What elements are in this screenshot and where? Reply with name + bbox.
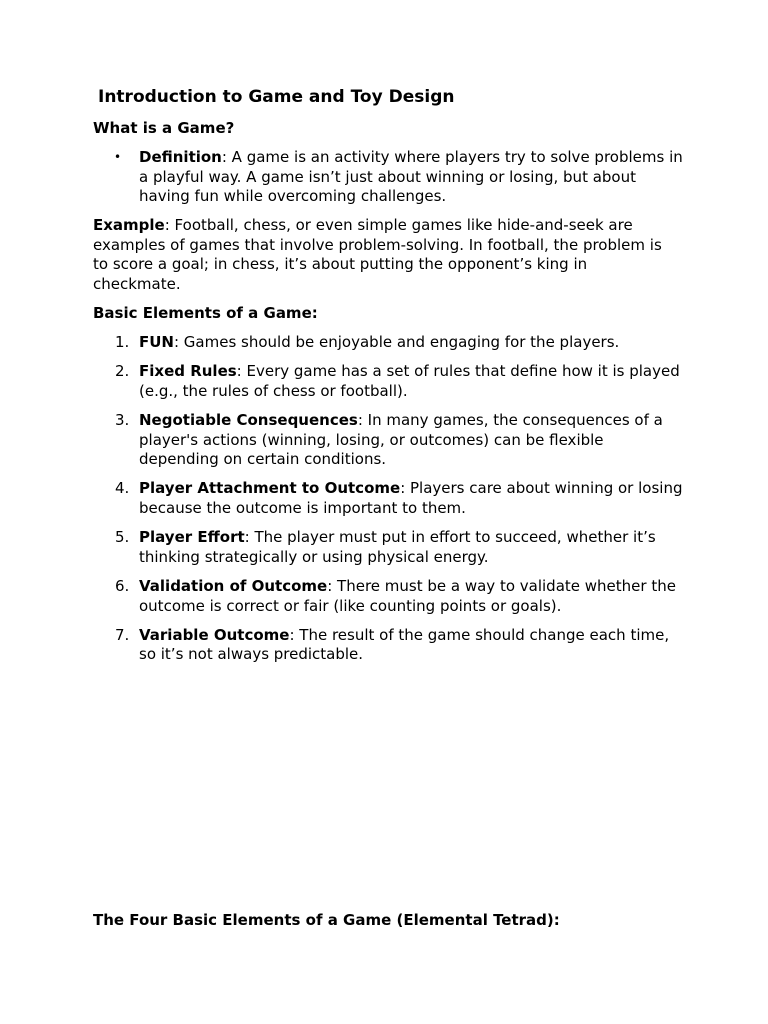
list-item-text: : A game is an activity where players try to solve problems in a playful way. A game isn’t just about winning or losing, but about having fun while overcoming challenges. bbox=[139, 148, 683, 206]
list-item-term: Fixed Rules bbox=[139, 362, 237, 381]
list-item-term: Player Attachment to Outcome bbox=[139, 479, 401, 498]
list-number: 2. bbox=[115, 362, 130, 381]
definition-bullet-list bbox=[93, 148, 683, 207]
heading-elemental-tetrad: The Four Basic Elements of a Game (Elemental Tetrad): bbox=[93, 911, 560, 929]
list-item-text: : The result of the game should change each time, so it’s not always predictable. bbox=[139, 625, 670, 664]
heading-basic-elements: Basic Elements of a Game: bbox=[93, 304, 318, 322]
list-item-text: : There must be a way to validate whether the outcome is correct or fair (like counting points or goals). bbox=[139, 576, 676, 615]
list-item-text: : Games should be enjoyable and engaging for the players. bbox=[173, 333, 620, 351]
bullet-marker: • bbox=[114, 150, 122, 164]
basic-elements-list bbox=[93, 333, 683, 674]
list-item-term: FUN bbox=[139, 333, 174, 351]
list-number: 4. bbox=[115, 479, 130, 498]
example-term: Example bbox=[93, 216, 165, 234]
list-item-term: Negotiable Consequences bbox=[139, 410, 358, 429]
list-item-text: : Every game has a set of rules that define how it is played (e.g., the rules of chess or football). bbox=[139, 362, 680, 400]
example-text: : Football, chess, or even simple games like hide-and-seek are examples of games that involve problem-solving. In football, the problem is to score a goal; in chess, it’s about putting the opponent’s king in checkmate. bbox=[93, 216, 662, 293]
list-item-text: : The player must put in effort to succeed, whether it’s thinking strategically or using physical energy. bbox=[139, 528, 656, 566]
list-item bbox=[93, 148, 683, 207]
list-item-text: : Players care about winning or losing because the outcome is important to them. bbox=[139, 479, 683, 517]
heading-what-is-a-game: What is a Game? bbox=[93, 119, 235, 137]
list-number: 3. bbox=[115, 410, 130, 429]
list-item bbox=[93, 411, 683, 470]
list-item-term: Definition bbox=[139, 148, 222, 166]
list-number: 1. bbox=[115, 333, 130, 351]
list-item-text: : In many games, the consequences of a player's actions (winning, losing, or outcomes) can be flexible depending on certain conditions. bbox=[139, 410, 663, 469]
list-number: 5. bbox=[115, 528, 130, 547]
list-item bbox=[93, 528, 683, 567]
document-title: Introduction to Game and Toy Design bbox=[98, 87, 455, 107]
list-item bbox=[93, 333, 683, 353]
list-item-term: Validation of Outcome bbox=[139, 576, 328, 595]
list-item bbox=[93, 577, 683, 616]
list-number: 6. bbox=[115, 576, 130, 595]
list-item bbox=[93, 626, 683, 665]
list-item-term: Variable Outcome bbox=[139, 625, 290, 644]
list-number: 7. bbox=[115, 625, 130, 644]
list-item bbox=[93, 362, 683, 401]
list-item bbox=[93, 479, 683, 518]
list-item-term: Player Effort bbox=[139, 528, 245, 547]
example-paragraph bbox=[93, 216, 678, 294]
